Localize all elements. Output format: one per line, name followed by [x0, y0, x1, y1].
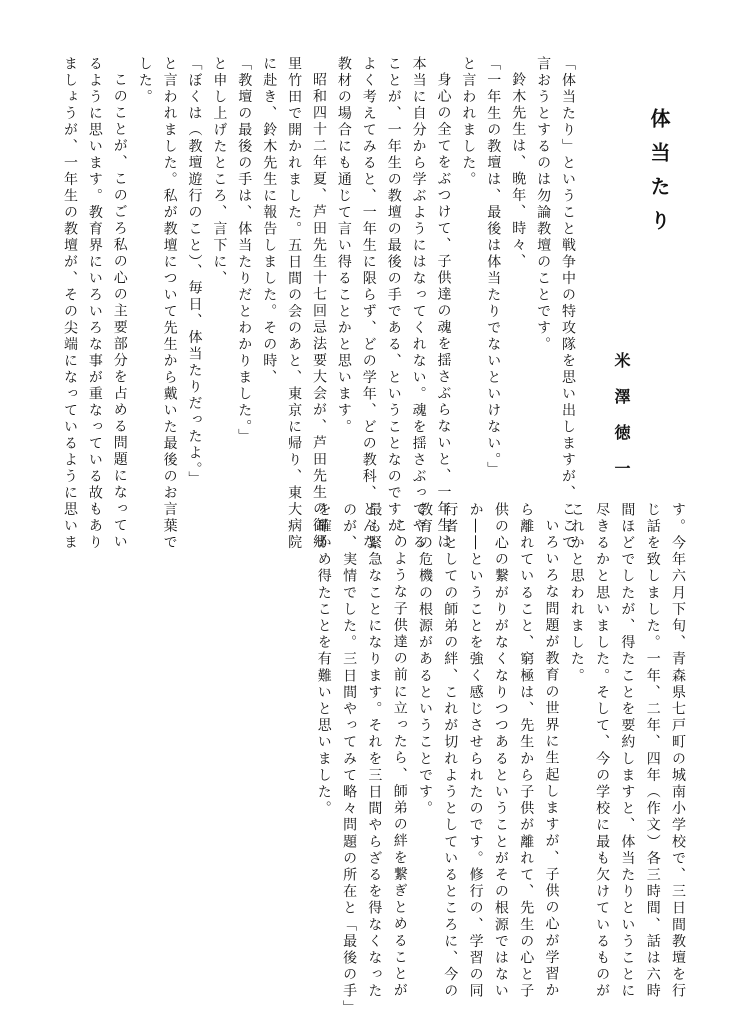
text-column: 教材の場合にも通じて言い得ることかと思います。 [335, 56, 352, 436]
text-column: 鈴木先生は、晩年、時々、 [510, 72, 527, 270]
text-column: 本当に自分から学ぶようにはなってくれない。魂を揺さぶってやる [410, 56, 427, 551]
text-column: 供の心の繋がりがなくなりつつあるということがその根源ではない [492, 502, 509, 1000]
text-column: と言われました。 [460, 56, 477, 188]
text-column: 言おうとするのは勿論教壇のことです。 [535, 56, 552, 353]
text-column: 「ぼくは（教壇遊行のこと）、毎日、体当たりだったよ。」 [186, 56, 203, 488]
text-column: 教育の危機の根源があるということです。 [417, 502, 433, 818]
text-column: 「教壇の最後の手は、体当たりだとわかりました。」 [236, 56, 253, 445]
text-column: じ話を致しました。一年、二年、四年（作文）各三時間、話は六時 [644, 502, 661, 1000]
text-column: す。今年六月下旬、青森県七戸町の城南小学校で、三日間教壇を行 [670, 502, 686, 1000]
text-column: と申し上げたところ、言下に、 [211, 56, 228, 287]
text-column: と言われました。私が教壇について先生から戴いた最後のお言葉で [161, 56, 178, 551]
text-column: これかと思われました。 [568, 502, 585, 685]
text-column: このことが、このごろ私の心の主要部分を占める問題になってい [111, 72, 128, 551]
text-column: 間ほどでしたが、得たことを要約しますと、体当たりということに [619, 502, 636, 1000]
text-column: 身心の全てをぶつけて、子供達の魂を揺さぶらないと、一年生は [435, 72, 452, 551]
text-column: 尽きるかと思いました。そして、今の学校に最も欠けているものが [594, 502, 611, 1000]
text-column: した。 [136, 56, 153, 106]
text-column: を確かめ得たことを有難いと思いました。 [315, 502, 332, 818]
text-column: いろいろな問題が教育の世界に生起しますが、子供の心が学習か [543, 518, 560, 1000]
text-column: 昭和四十二年夏、芦田先生十七回忌法要大会が、芦田先生の御郷 [311, 72, 327, 551]
author-name: 米澤徳一 [612, 352, 631, 496]
text-column: のが、実情でした。三日間やってみて略々問題の所在と「最後の手」 [341, 502, 358, 1017]
text-column: ら離れていること、窮極は、先生から子供が離れて、先生の心と子 [518, 502, 535, 1000]
text-column: に赴き、鈴木先生に報告しました。その時、 [261, 56, 278, 386]
text-column: ことが、一年生の教壇の最後の手である、ということなのですが、 [385, 56, 402, 551]
text-column: ましょうが、一年生の教壇が、その尖端になっているように思いま [62, 56, 78, 551]
text-column: このような子供達の前に立ったら、師弟の絆を繋ぎとめることが [391, 518, 408, 1000]
text-column: 里竹田で開かれました。五日間の会のあと、東京に帰り、東大病院 [286, 56, 303, 551]
text-column: よく考えてみると、一年生に限らず、どの学年、どの教科、どんな [360, 56, 377, 551]
text-column: 最も緊急なことになります。それを三日間やらざるを得なくなった [366, 502, 383, 1000]
text-column: 「体当たり」ということ戦争中の特攻隊を思い出しますが、ここで [560, 56, 576, 551]
text-column: 行者としての師弟の絆、これが切れようとしているところに、今の [442, 502, 459, 1000]
essay-title: 体当たり [647, 108, 671, 244]
text-column: か――ということを強く感じさせられたのです。修行の、学習の同 [467, 502, 484, 1000]
text-column: 「一年生の教壇は、最後は体当たりでないといけない。」 [485, 56, 502, 478]
text-column: るように思います。教育界にいろいろな事が重なっている故もあり [86, 56, 103, 551]
